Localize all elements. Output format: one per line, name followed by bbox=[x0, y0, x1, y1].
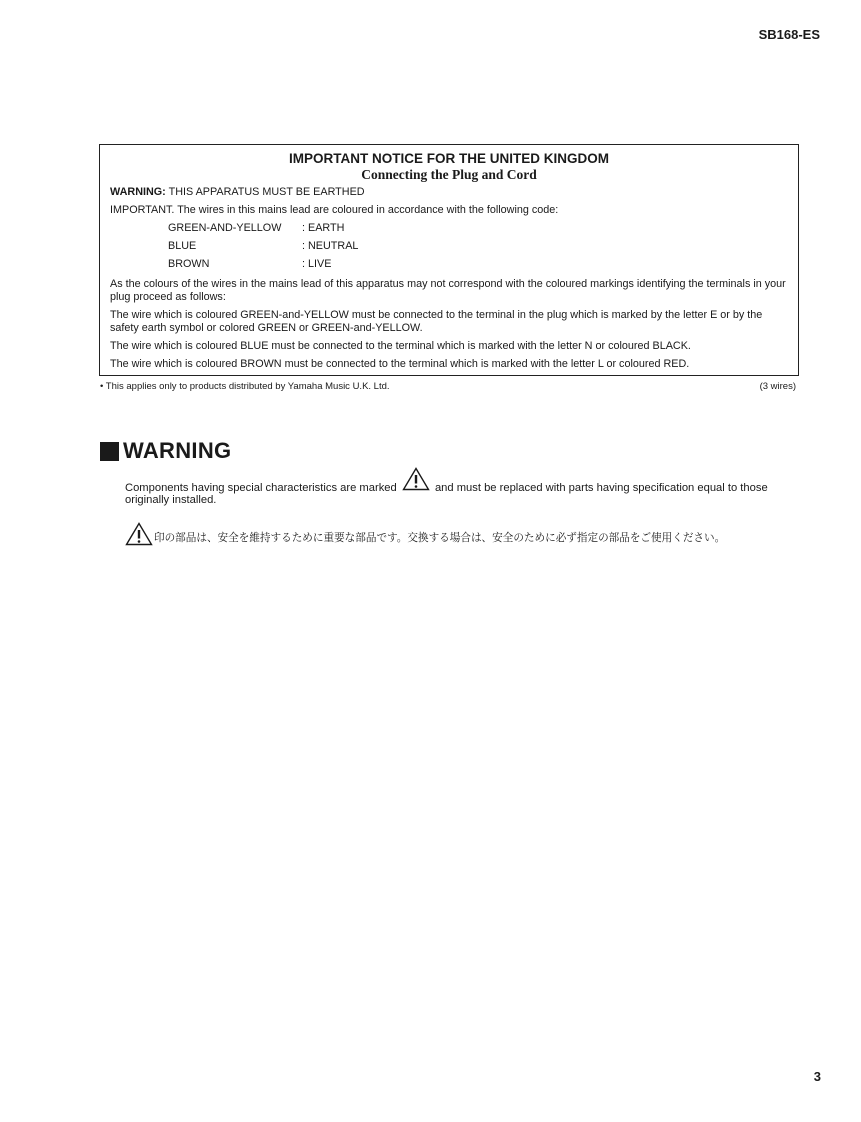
warning-title: WARNING bbox=[123, 438, 232, 463]
notice-subtitle: Connecting the Plug and Cord bbox=[361, 167, 537, 182]
code-meaning: : LIVE bbox=[302, 258, 332, 270]
warning-heading bbox=[100, 438, 231, 464]
earthed-warning bbox=[110, 186, 788, 199]
warning-triangle-icon bbox=[402, 467, 430, 494]
code-color: GREEN-AND-YELLOW bbox=[168, 222, 282, 234]
code-row bbox=[168, 255, 788, 273]
code-color: BLUE bbox=[168, 240, 197, 252]
japanese-text: 印の部品は、安全を維持するために重要な部品です。交換する場合は、安全のために必ず指定の部品をご使用ください。 bbox=[154, 532, 726, 544]
black-square-icon bbox=[100, 442, 119, 461]
code-meaning: : NEUTRAL bbox=[302, 240, 359, 252]
instruction-paragraph: The wire which is coloured GREEN-and-YELLOW must be connected to the terminal in the plug which is marked by the letter E or by the safety earth symbol or colored GREEN or GREEN-and-YELLOW. bbox=[110, 309, 763, 334]
instruction-paragraph: As the colours of the wires in the mains lead of this apparatus may not correspond with the coloured markings identifying the terminals in your plug proceed as follows: bbox=[110, 278, 786, 303]
warning-text: THIS APPARATUS MUST BE EARTHED bbox=[168, 186, 365, 198]
code-row bbox=[168, 237, 788, 255]
instruction-paragraph: The wire which is coloured BLUE must be connected to the terminal which is marked with the letter N or coloured BLACK. bbox=[110, 340, 691, 352]
model-number: SB168-ES bbox=[758, 27, 820, 42]
page-number: 3 bbox=[813, 1069, 821, 1084]
code-meaning: : EARTH bbox=[302, 222, 345, 234]
notice-title: IMPORTANT NOTICE FOR THE UNITED KINGDOM bbox=[289, 151, 609, 166]
wire-color-codes bbox=[168, 219, 788, 273]
footnote-row bbox=[100, 381, 796, 393]
footnote-text: • This applies only to products distributed by Yamaha Music U.K. Ltd. bbox=[100, 381, 390, 392]
japanese-notice bbox=[125, 522, 825, 555]
warning-label: WARNING: bbox=[110, 186, 166, 198]
code-row bbox=[168, 219, 788, 237]
components-notice bbox=[125, 467, 785, 506]
warning-triangle-icon bbox=[125, 522, 153, 555]
components-text-before: Components having special characteristics are marked bbox=[125, 482, 397, 494]
uk-notice-box bbox=[99, 144, 799, 376]
wires-note: (3 wires) bbox=[759, 381, 796, 392]
code-color: BROWN bbox=[168, 258, 210, 270]
components-text-after: and must be replaced with parts having specification equal to those originally installed. bbox=[125, 482, 768, 506]
important-text: IMPORTANT. The wires in this mains lead are coloured in accordance with the following code: bbox=[110, 204, 559, 216]
instruction-paragraph: The wire which is coloured BROWN must be connected to the terminal which is marked with the letter L or coloured RED. bbox=[110, 358, 690, 370]
